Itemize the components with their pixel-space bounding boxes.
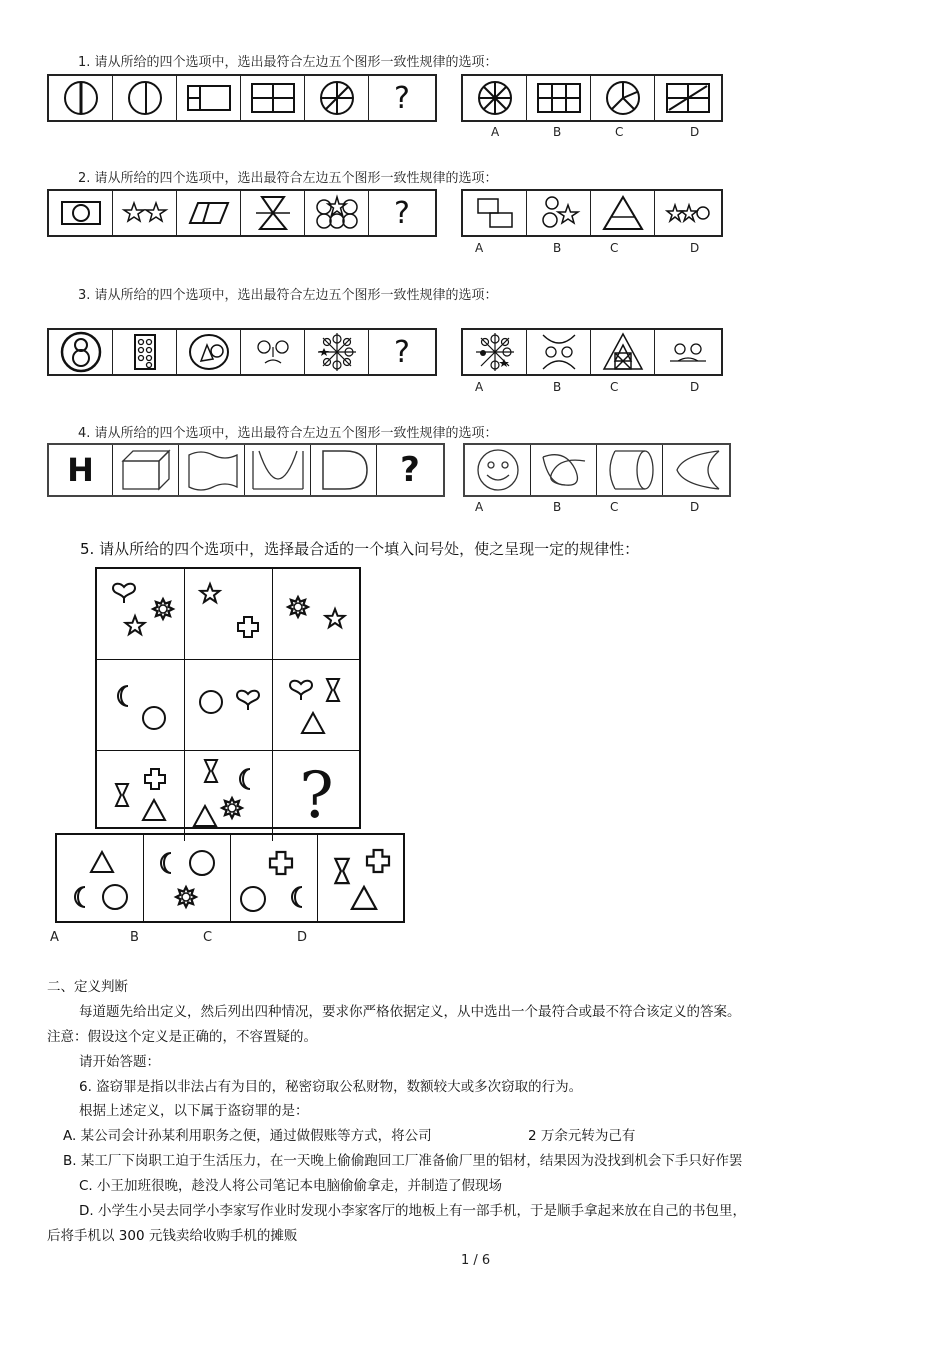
q4-option-d-label: D — [690, 500, 700, 514]
q2-option-c-figure[interactable] — [591, 191, 655, 235]
q5-option-a-figure[interactable] — [57, 835, 144, 921]
q2-question-mark: ? — [394, 195, 410, 231]
q6-option-b[interactable]: B. 某工厂下岗职工迫于生活压力，在一天晚上偷偷跑回工厂准备偷厂里的铝材，结果因为没找到机会下手只好作罢 — [63, 1153, 743, 1169]
q6-option-d[interactable]: D. 小学生小吴去同学小李家写作业时发现小李家客厅的地板上有一部手机，于是顺手拿起来放在自己的书包里， — [79, 1203, 746, 1219]
q4-option-a-figure[interactable] — [465, 445, 531, 495]
q3-option-c-label: C — [610, 380, 619, 394]
q2-stem-figure — [177, 191, 241, 235]
q2-stem-figure — [305, 191, 369, 235]
q1-stem-figure — [241, 76, 305, 120]
q4-stem-figure — [311, 445, 377, 495]
q5-matrix-cell — [273, 569, 360, 660]
q1-option-a-label: A — [491, 125, 500, 139]
q4-stem-figure — [245, 445, 311, 495]
q3-option-b-label: B — [553, 380, 562, 394]
q3-option-a-figure[interactable] — [463, 330, 527, 374]
q2-option-a-label: A — [475, 241, 484, 255]
q2-options-strip — [461, 189, 723, 237]
q2-option-b-label: B — [553, 241, 562, 255]
q6-prompt: 根据上述定义，以下属于盗窃罪的是： — [79, 1103, 309, 1119]
q3-stem-figure — [241, 330, 305, 374]
q2-option-c-label: C — [610, 241, 619, 255]
q3-stem-figure — [113, 330, 177, 374]
q6-option-d-cont: 后将手机以 300 元钱卖给收购手机的摊贩 — [47, 1228, 298, 1244]
q4-option-b-figure[interactable] — [531, 445, 597, 495]
q1-stem-strip — [47, 74, 437, 122]
q5-question-mark: ? — [299, 759, 334, 833]
q2-stem-strip — [47, 189, 437, 237]
q2-option-a-figure[interactable] — [463, 191, 527, 235]
q5-matrix-cell — [185, 569, 273, 660]
section2-intro-line1: 每道题先给出定义，然后列出四种情况，要求你严格依据定义，从中选出一个最符合或最不符合该定义的答案。 — [79, 1004, 741, 1020]
q4-option-c-figure[interactable] — [597, 445, 663, 495]
q5-matrix-cell — [185, 751, 273, 841]
section2-intro-line2: 注意：假设这个定义是正确的，不容置疑的。 — [47, 1029, 317, 1045]
q5-options — [55, 833, 405, 923]
q3-options-strip — [461, 328, 723, 376]
q2-stem-figure — [241, 191, 305, 235]
q5-matrix-cell — [97, 660, 185, 751]
section2-heading: 二、定义判断 — [47, 979, 128, 995]
q1-option-b-figure[interactable] — [527, 76, 591, 120]
q1-stem-figure — [305, 76, 369, 120]
q5-title: 5. 请从所给的四个选项中，选择最合适的一个填入问号处，使之呈现一定的规律性： — [80, 540, 640, 558]
q4-option-c-label: C — [610, 500, 619, 514]
q3-option-d-figure[interactable] — [655, 330, 721, 374]
q3-stem-figure — [305, 330, 369, 374]
q4-option-b-label: B — [553, 500, 562, 514]
q4-option-d-figure[interactable] — [663, 445, 729, 495]
q3-option-c-figure[interactable] — [591, 330, 655, 374]
q3-stem-figure — [49, 330, 113, 374]
q1-option-d-label: D — [690, 125, 700, 139]
q5-option-c-figure[interactable] — [231, 835, 318, 921]
q5-question-cell — [273, 751, 360, 841]
q5-matrix-cell — [273, 660, 360, 751]
q1-option-d-figure[interactable] — [655, 76, 721, 120]
q1-title: 1. 请从所给的四个选项中，选出最符合左边五个图形一致性规律的选项： — [78, 55, 498, 70]
q6-option-a[interactable]: A. 某公司会计孙某利用职务之便，通过做假账等方式，将公司 — [63, 1128, 432, 1144]
q2-option-d-figure[interactable] — [655, 191, 721, 235]
q1-option-a-figure[interactable] — [463, 76, 527, 120]
section2-start: 请开始答题： — [79, 1054, 160, 1070]
q5-matrix-cell — [97, 751, 185, 841]
q3-title: 3. 请从所给的四个选项中，选出最符合左边五个图形一致性规律的选项： — [78, 288, 498, 303]
q5-option-b-figure[interactable] — [144, 835, 231, 921]
q3-option-a-label: A — [475, 380, 484, 394]
q5-option-d-figure[interactable] — [318, 835, 404, 921]
q2-title: 2. 请从所给的四个选项中，选出最符合左边五个图形一致性规律的选项： — [78, 171, 498, 186]
q6-option-c[interactable]: C. 小王加班很晚，趁没人将公司笔记本电脑偷偷拿走，并制造了假现场 — [79, 1178, 503, 1194]
q4-title: 4. 请从所给的四个选项中，选出最符合左边五个图形一致性规律的选项： — [78, 426, 498, 441]
q5-matrix-cell — [97, 569, 185, 660]
q5-option-c-label: C — [203, 930, 213, 945]
q2-option-b-figure[interactable] — [527, 191, 591, 235]
q5-matrix-cell — [185, 660, 273, 751]
q5-option-a-label: A — [50, 930, 59, 945]
q1-stem-figure — [49, 76, 113, 120]
q2-stem-figure — [113, 191, 177, 235]
q4-stem-strip — [47, 443, 445, 497]
q5-matrix — [95, 567, 361, 833]
q4-options-strip — [463, 443, 731, 497]
q4-stem-figure — [113, 445, 179, 495]
q3-stem-figure — [177, 330, 241, 374]
q1-stem-figure — [113, 76, 177, 120]
q1-option-c-label: C — [615, 125, 624, 139]
q1-options-strip — [461, 74, 723, 122]
q4-option-a-label: A — [475, 500, 484, 514]
q5-option-b-label: B — [130, 930, 139, 945]
q4-question-mark: ? — [400, 450, 420, 490]
q1-stem-figure — [177, 76, 241, 120]
q1-option-b-label: B — [553, 125, 562, 139]
q4-stem-letter-h: H — [49, 445, 113, 495]
q3-option-b-figure[interactable] — [527, 330, 591, 374]
q4-stem-figure — [179, 445, 245, 495]
q5-option-d-label: D — [297, 930, 308, 945]
q3-option-d-label: D — [690, 380, 700, 394]
page-number: 1 / 6 — [461, 1253, 491, 1268]
q2-option-d-label: D — [690, 241, 700, 255]
q6-option-a-amount: 2 万余元转为己有 — [528, 1128, 636, 1144]
q2-stem-figure — [49, 191, 113, 235]
q1-question-mark: ? — [394, 80, 410, 116]
q3-stem-strip — [47, 328, 437, 376]
q3-question-mark: ? — [394, 334, 410, 370]
q1-option-c-figure[interactable] — [591, 76, 655, 120]
q6-definition: 6. 盗窃罪是指以非法占有为目的，秘密窃取公私财物，数额较大或多次窃取的行为。 — [79, 1079, 583, 1095]
